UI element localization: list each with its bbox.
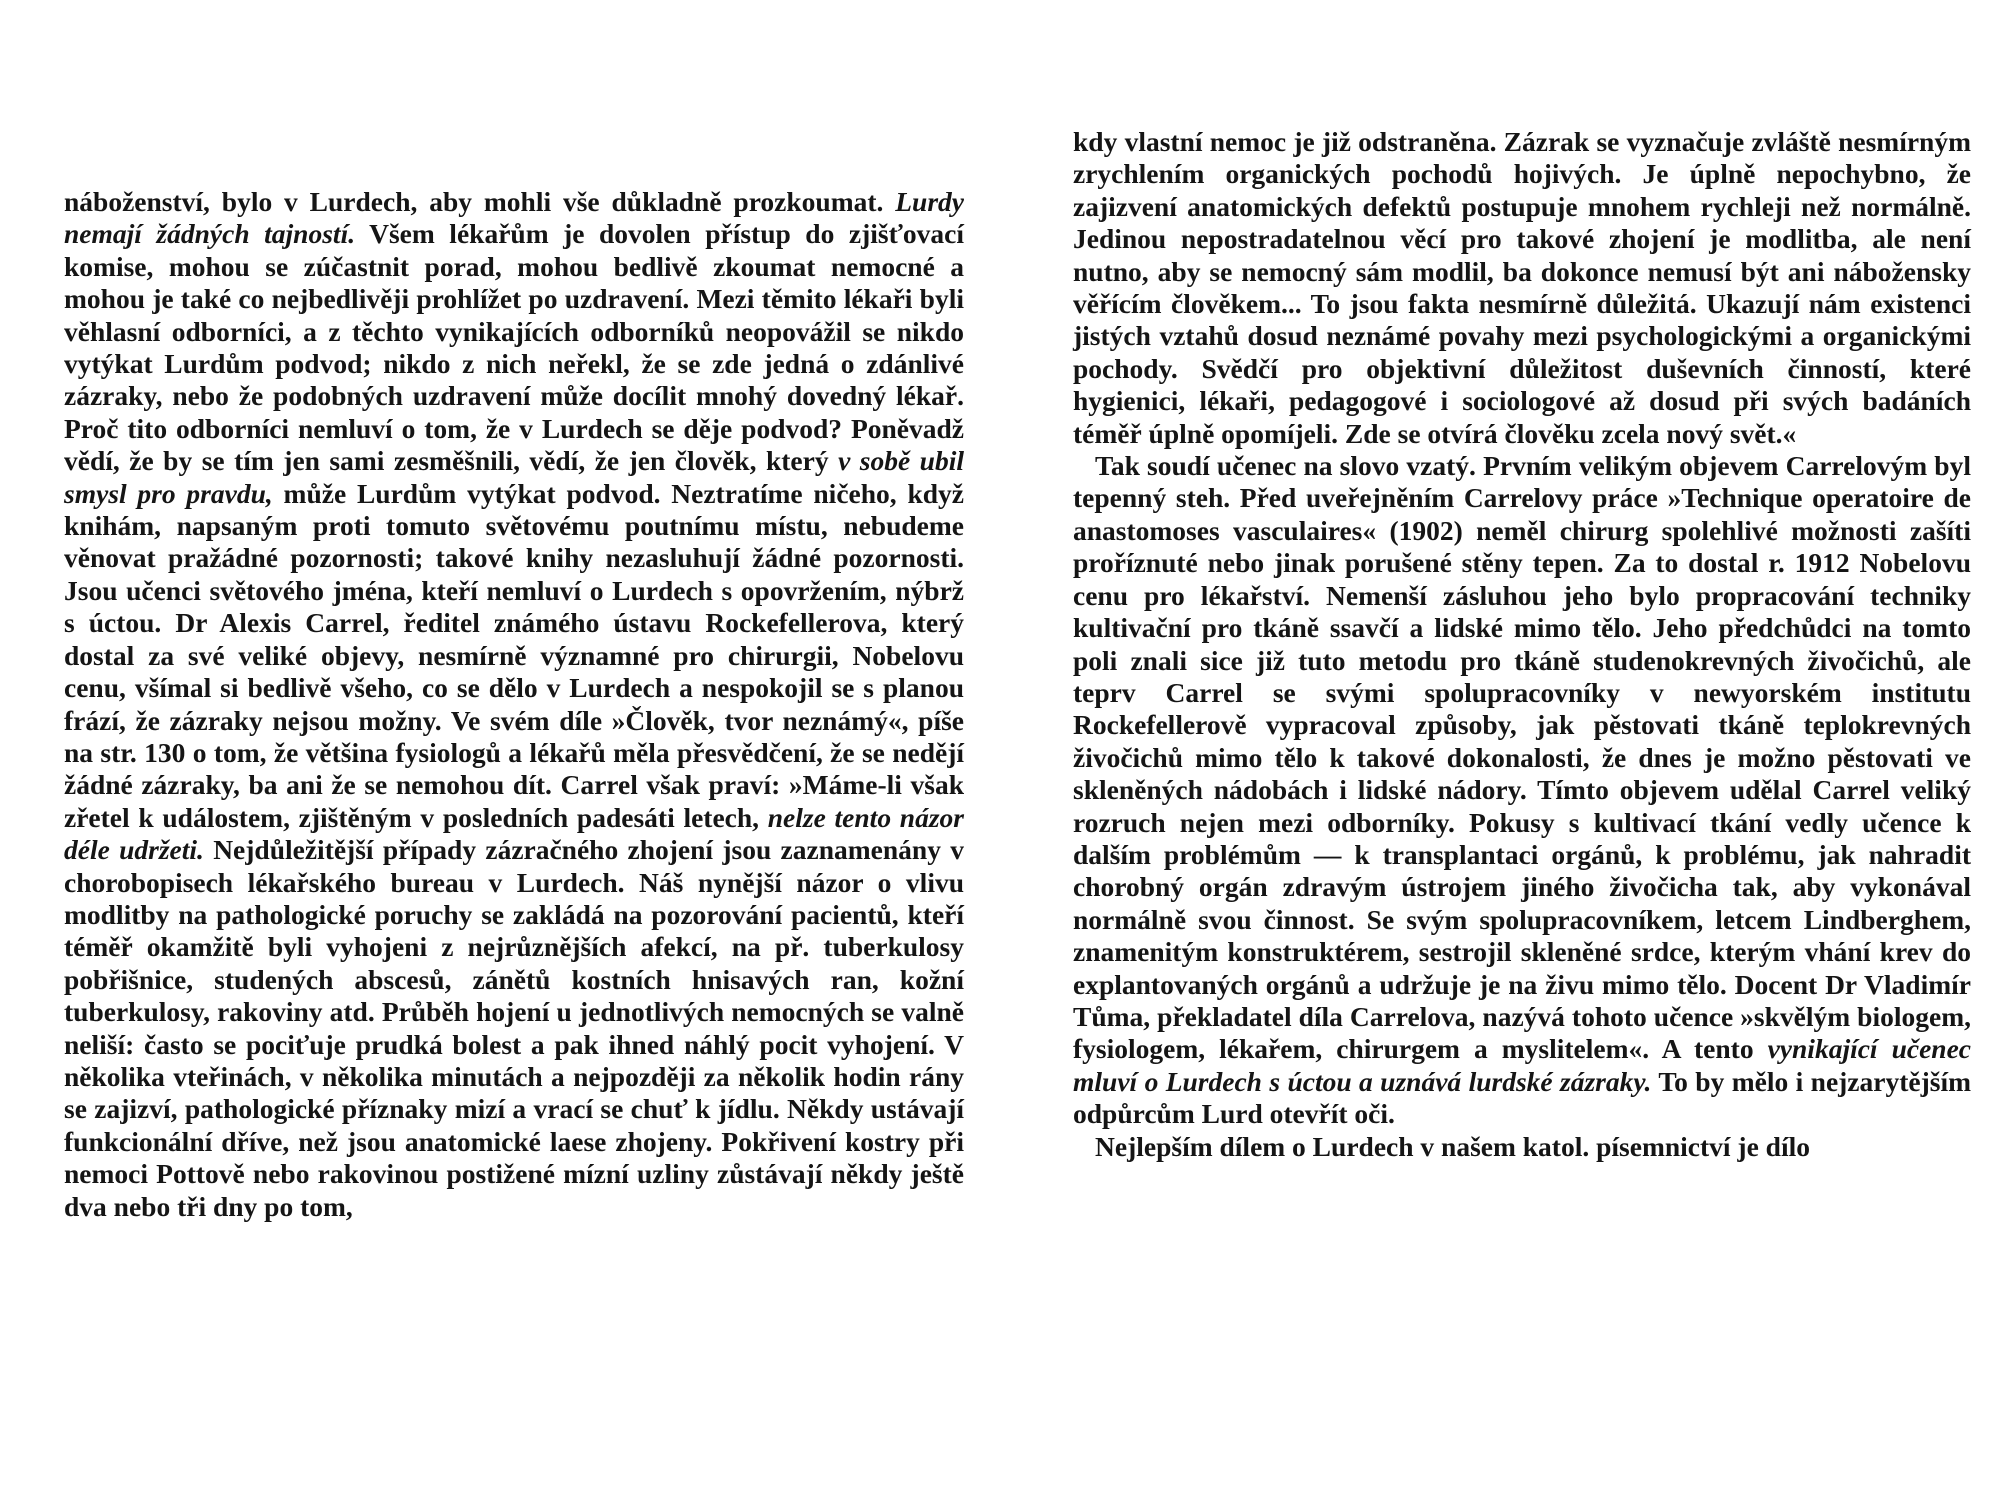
right-paragraph-3: Nejlepším dílem o Lurdech v našem katol. písemnictví je dílo [1095, 1130, 1810, 1162]
left-page [64, 186, 964, 1223]
right-paragraph-2 [1073, 450, 1971, 1131]
left-paragraph-1 [64, 186, 964, 1223]
text-run: může Lurdům vytýkat podvod. Neztratíme ničeho, když knihám, napsaným proti tomuto světovému poutnímu místu, nebudeme věnovat pražádné pozornosti; takové knihy nezasluhují žádné pozornosti. Jsou učenci světového jména, kteří nemluví o Lurdech s opovržením, nýbrž s úctou. Dr Alexis Carrel, ředitel známého ústavu Rockefellerova, který dostal za své veliké objevy, nesmírně významné pro chirurgii, Nobelovu cenu, všímal si bedlivě všeho, co se dělo v Lurdech a nespokojil se s planou frází, že zázraky nejsou možny. Ve svém díle »Člověk, tvor neznámý«, píše na str. 130 o tom, že většina fysiologů a lékařů měla přesvědčení, že se nedějí žádné zázraky, ba ani že se nemohou dít. Carrel však praví: »Máme-li však zřetel k událostem, zjištěným v posledních padesáti letech, [64, 477, 964, 833]
emphasis-run: v sobě ubil smysl pro pravdu, [64, 445, 964, 509]
right-paragraph-1: kdy vlastní nemoc je již odstraněna. Zázrak se vyznačuje zvláště nesmírným zrychlením organických pochodů hojivých. Je úplně nepochybno, že zajizvení anatomických defektů postupuje mnohem rychleji než normálně. Jedinou nepostradatelnou věcí pro takové zhojení je modlitba, ale není nutno, aby se nemocný sám modlil, ba dokonce nemusí být ani nábožensky věřícím člověkem... To jsou fakta nesmírně důležitá. Ukazují nám existenci jistých vztahů dosud neznámé povahy mezi psychologickými a organickými pochody. Svědčí pro objektivní důležitost duševních činností, které hygienici, lékaři, pedagogové i sociologové až dosud při svých badáních téměř úplně opomíjeli. Zde se otvírá člověku zcela nový svět.« [1073, 126, 1971, 449]
text-run: Nejdůležitější případy zázračného zhojení jsou zaznamenány v chorobopisech lékařského bureau v Lurdech. Náš nynější názor o vlivu modlitby na pathologické poruchy se zakládá na pozorování pacientů, kteří téměř okamžitě byli vyhojeni z nejrůznějších afekcí, na př. tuberkulosy pobřišnice, studených abscesů, zánětů kostních hnisavých ran, kožní tuberkulosy, rakoviny atd. Průběh hojení u jednotlivých nemocných se valně neliší: často se pociťuje prudká bolest a pak ihned náhlý pocit vyhojení. V několika vteřinách, v několika minutách a nejpozději za několik hodin rány se zajizví, pathologické příznaky mizí a vrací se chuť k jídlu. Někdy ustávají funkcionální dříve, než jsou anatomické laese zhojeny. Pokřivení kostry při nemoci Pottově nebo rakovinou postižené mízní uzliny zůstávají někdy ještě dva nebo tři dny po tom, [64, 834, 964, 1222]
text-run: Tak soudí učenec na slovo vzatý. Prvním velikým objevem Carrelovým byl tepenný steh. Před uveřejněním Carrelovy práce »Technique operatoire de anastomoses vasculaires« (1902) neměl chirurg spolehlivé možnosti zašíti proříznuté nebo jinak porušené stěny tepen. Za to dostal r. 1912 Nobelovu cenu pro lékařství. Nemenší zásluhou jeho bylo propracování techniky kultivační pro tkáně ssavčí a lidské mimo tělo. Jeho předchůdci na tomto poli znali sice již tuto metodu pro tkáně studenokrevných živočichů, ale teprv Carrel se svými spolupracovníky v newyorském institutu Rockefellerově vypracoval způsoby, jak pěstovati tkáně teplokrevných živočichů mimo tělo k takové dokonalosti, že dnes je možno pěstovati ve skleněných nádobách i lidské nádory. Tímto objevem udělal Carrel veliký rozruch nejen mezi odborníky. Pokusy s kultivací tkání vedly učence k dalším problémům — k transplantaci orgánů, k problému, jak nahradit chorobný orgán zdravým ústrojem jiného živočicha tak, aby vykonával normálně svou činnost. Se svým spolupracovníkem, letcem Lindberghem, znamenitým konstruktérem, sestrojil skleněné srdce, kterým vhání krev do explantovaných orgánů a udržuje je na živu mimo tělo. Docent Dr Vladimír Tůma, překladatel díla Carrelova, nazývá tohoto učence »skvělým biologem, fysiologem, lékařem, chirurgem a myslitelem«. A tento [1073, 450, 1971, 1065]
right-page [1073, 126, 1971, 1163]
emphasis-run: vynikající učenec mluví o Lurdech s úctou a uznává lurdské zázraky. [1073, 1033, 1971, 1097]
emphasis-run: Lurdy nemají žádných tajností. [64, 186, 964, 250]
emphasis-run: nelze tento názor déle udržeti. [64, 801, 964, 866]
text-run: náboženství, bylo v Lurdech, aby mohli vše důkladně prozkoumat. [64, 186, 896, 217]
text-run: To by mělo i nejzarytějším odpůrcům Lurd otevřít oči. [1073, 1065, 1971, 1130]
text-run: Všem lékařům je dovolen přístup do zjišťovací komise, mohou se zúčastnit porad, mohou bedlivě zkoumat nemocné a mohou je také co nejbedlivěji prohlížet po uzdravení. Mezi těmito lékaři byli věhlasní odborníci, a z těchto vynikajících odborníků neopovážil se nikdo vytýkat Lurdům podvod; nikdo z nich neřekl, že se zde jedná o zdánlivé zázraky, nebo že podobných uzdravení může docílit mnohý dovedný lékař. Proč tito odborníci nemluví o tom, že v Lurdech se děje podvod? Poněvadž vědí, že by se tím jen sami zesměšnili, vědí, že jen člověk, který [64, 218, 964, 477]
